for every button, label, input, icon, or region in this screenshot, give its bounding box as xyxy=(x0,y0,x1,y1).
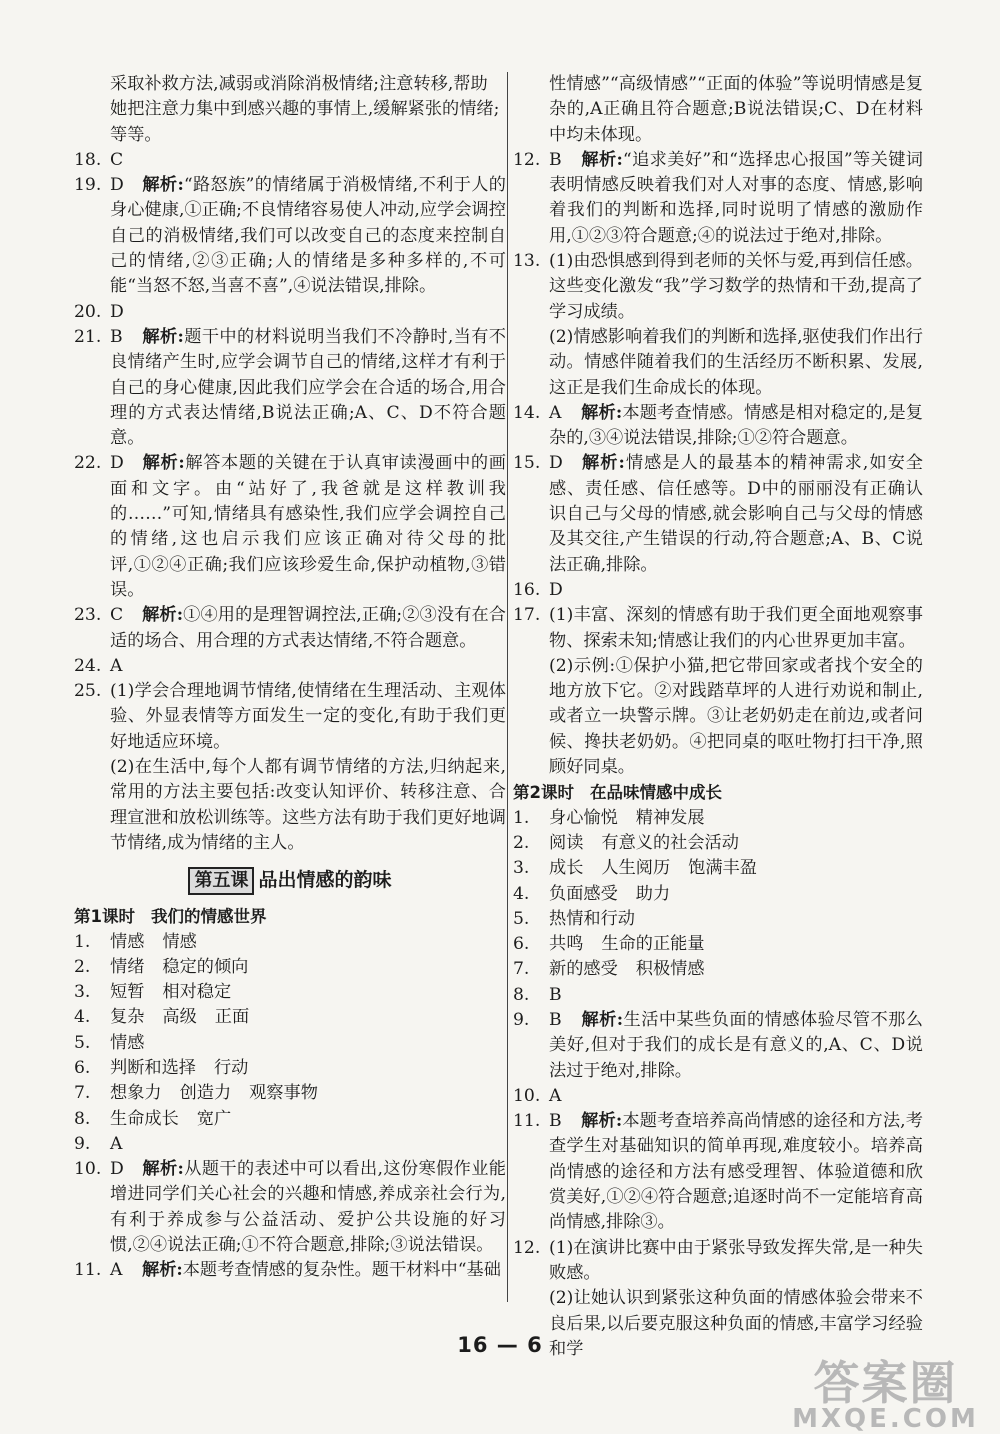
watermark-logo: 答案圈 xyxy=(813,1356,958,1410)
section2-answer-4: 4. 负面感受 助力 xyxy=(513,883,671,904)
lesson-number-box: 第五课 xyxy=(188,867,254,895)
answer-item-25: 25. (1)学会合理地调节情绪,使情绪在生理活动、主观体验、外显表情等方面发生一定的变化,有助于我们更好地适应环境。 xyxy=(74,681,506,752)
section-heading-1: 第1课时 我们的情感世界 xyxy=(74,907,267,927)
section1-answer-2: 2. 情绪 稳定的倾向 xyxy=(74,956,249,977)
section-heading-2: 第2课时 在品味情感中成长 xyxy=(513,783,722,803)
answer-item-14: 14. A 解析:本题考查情感。情感是相对稳定的,是复杂的,③④说法错误,排除;①②符合题意。 xyxy=(513,402,923,449)
answer-item-19: 19. D 解析:“路怒族”的情绪属于消极情绪,不利于人的身心健康,①正确;不良情绪容易使人冲动,应学会调控自己的消极情绪,我们可以改变自己的态度来控制自己的情绪,②③正确;人的情绪是多种多样的,不可能“当怒不怒,当喜不喜”,④说法错误,排除。 xyxy=(74,175,506,297)
answer-item-24: 24. A xyxy=(74,655,123,676)
section1-answers xyxy=(74,930,506,1158)
section1-answer-7: 7. 想象力 创造力 观察事物 xyxy=(74,1083,318,1104)
section1-answer-4: 4. 复杂 高级 正面 xyxy=(74,1007,250,1028)
answer-item-s2-9: 9. B 解析:生活中某些负面的情感体验尽管不那么美好,但对于我们的成长是有意义的,A、C、D说法过于绝对,排除。 xyxy=(513,1009,923,1081)
answer-item-s2-12: 12. (1)在演讲比赛中由于紧张导致发挥失常,是一种失败感。 xyxy=(513,1237,923,1283)
column-divider xyxy=(507,72,508,1302)
section2-answer-1: 1. 身心愉悦 精神发展 xyxy=(513,807,705,828)
answer-item-25-part2: (2)在生活中,每个人都有调节情绪的方法,归纳起来,常用的方法主要包括:改变认知评价、转移注意、合理宣泄和放松训练等。这些方法有助于我们更好地调节情绪,成为情绪的主人。 xyxy=(110,757,506,853)
answer-item-17: 17. (1)丰富、深刻的情感有助于我们更全面地观察事物、探索未知;情感让我们的内心世界更加丰富。 xyxy=(513,605,923,651)
right-column xyxy=(513,72,923,1362)
section2-answer-3: 3. 成长 人生阅历 饱满丰盈 xyxy=(513,858,757,879)
answer-item-13: 13. (1)由恐惧感到得到老师的关怀与爱,再到信任感。这些变化激发“我”学习数学的热情和干劲,提高了学习成绩。 xyxy=(513,251,923,322)
answer-item-s2-10: 10. A xyxy=(513,1085,562,1106)
section1-answer-8: 8. 生命成长 宽广 xyxy=(74,1108,232,1129)
section2-answer-7: 7. 新的感受 积极情感 xyxy=(513,959,705,980)
answer-item-22: 22. D 解析:解答本题的关键在于认真审读漫画中的画面和文字。由“站好了,我爸就是这样教训我的……”可知,情绪具有感染性,我们应学会调控自己的情绪,这也启示我们应该正确对待父母的批评,①②④正确;我们应该珍爱生命,保护动植物,③错误。 xyxy=(74,453,506,600)
answer-item-18: 18. C xyxy=(74,149,124,170)
answer-item-20: 20. D xyxy=(74,301,124,322)
section2-answers xyxy=(513,806,923,1008)
answer-item-16: 16. D xyxy=(513,579,563,600)
answer-item-s2-11: 11. B 解析:本题考查培养高尚情感的途径和方法,考查学生对基础知识的简单再现,难度较小。培养高尚情感的途径和方法有感受理智、体验道德和欣赏美好,①②④符合题意;追逐时尚不一定能培育高尚情感,排除③。 xyxy=(513,1111,923,1233)
left-column xyxy=(74,72,506,1284)
page-number: 16 — 6 xyxy=(457,1333,543,1357)
section2-answer-8: 8. B xyxy=(513,984,562,1005)
answer-item-s1-11: 11. A 解析:本题考查情感的复杂性。题干材料中“基础 xyxy=(74,1260,501,1281)
answer-item-s2-12-part2: (2)让她认识到紧张这种负面的情感体验会带来不良后果,以后要克服这种负面的情感,丰富学习经验和学 xyxy=(549,1288,923,1359)
answer-item-12: 12. B 解析:“追求美好”和“选择忠心报国”等关键词表明情感反映着我们对人对事的态度、情感,影响着我们的判断和选择,同时说明了情感的激励作用,①②③符合题意;④的说法过于绝对,排除。 xyxy=(513,149,923,246)
section1-answer-5: 5. 情感 xyxy=(74,1032,145,1053)
answer-item-21: 21. B 解析:题干中的材料说明当我们不冷静时,当有不良情绪产生时,应学会调节自己的情绪,这样才有利于自己的身心健康,因此我们应学会在合适的场合,用合理的方式表达情绪,B说法正确;A、C、D不符合题意。 xyxy=(74,326,506,449)
section1-answer-6: 6. 判断和选择 行动 xyxy=(74,1057,249,1078)
continued-text-11: 性情感”“高级情感”“正面的体验”等说明情感是复杂的,A正确且符合题意;B说法错误;C、D在材料中均未体现。 xyxy=(549,74,923,145)
watermark-site: MXQE.COM xyxy=(792,1404,979,1434)
continued-text: 采取补救方法,减弱或消除消极情绪;注意转移,帮助 她把注意力集中到感兴趣的事情上,缓解紧张的情绪; 等等。 xyxy=(110,74,500,145)
section2-answer-5: 5. 热情和行动 xyxy=(513,908,635,929)
section2-answer-6: 6. 共鸣 生命的正能量 xyxy=(513,934,705,955)
answer-item-23: 23. C 解析:①④用的是理智调控法,正确;②③没有在合适的场合、用合理的方式表达情绪,不符合题意。 xyxy=(74,605,506,651)
answer-item-17-part2: (2)示例:①保护小猫,把它带回家或者找个安全的地方放下它。②对践踏草坪的人进行劝说和制止,或者立一块警示牌。③让老奶奶走在前边,或者问候、搀扶老奶奶。④把同桌的呕吐物打扫干净,照顾好同桌。 xyxy=(549,655,923,778)
section1-answer-1: 1. 情感 情感 xyxy=(74,931,197,952)
watermark xyxy=(783,1356,988,1434)
lesson-heading xyxy=(74,864,506,896)
section1-answer-9: 9. A xyxy=(74,1133,123,1154)
section1-answer-3: 3. 短暂 相对稳定 xyxy=(74,982,232,1003)
answer-item-13-part2: (2)情感影响着我们的判断和选择,驱使我们作出行动。情感伴随着我们的生活经历不断积累、发展,这正是我们生命成长的体现。 xyxy=(549,326,923,398)
lesson-title: 品出情感的韵味 xyxy=(258,869,392,892)
answer-item-15: 15. D 解析:情感是人的最基本的精神需求,如安全感、责任感、信任感等。D中的丽丽没有正确认识自己与父母的情感,就会影响自己与父母的情感及其交往,产生错误的行动,符合题意;A、B、C说法正确,排除。 xyxy=(513,453,923,575)
section2-answer-2: 2. 阅读 有意义的社会活动 xyxy=(513,832,739,853)
answer-item-s1-10: 10. D 解析:从题干的表述中可以看出,这份寒假作业能增进同学们关心社会的兴趣和情感,养成亲社会行为,有利于养成参与公益活动、爱护公共设施的好习惯,②④说法正确;①不符合题意,排除;③说法错误。 xyxy=(74,1159,506,1256)
